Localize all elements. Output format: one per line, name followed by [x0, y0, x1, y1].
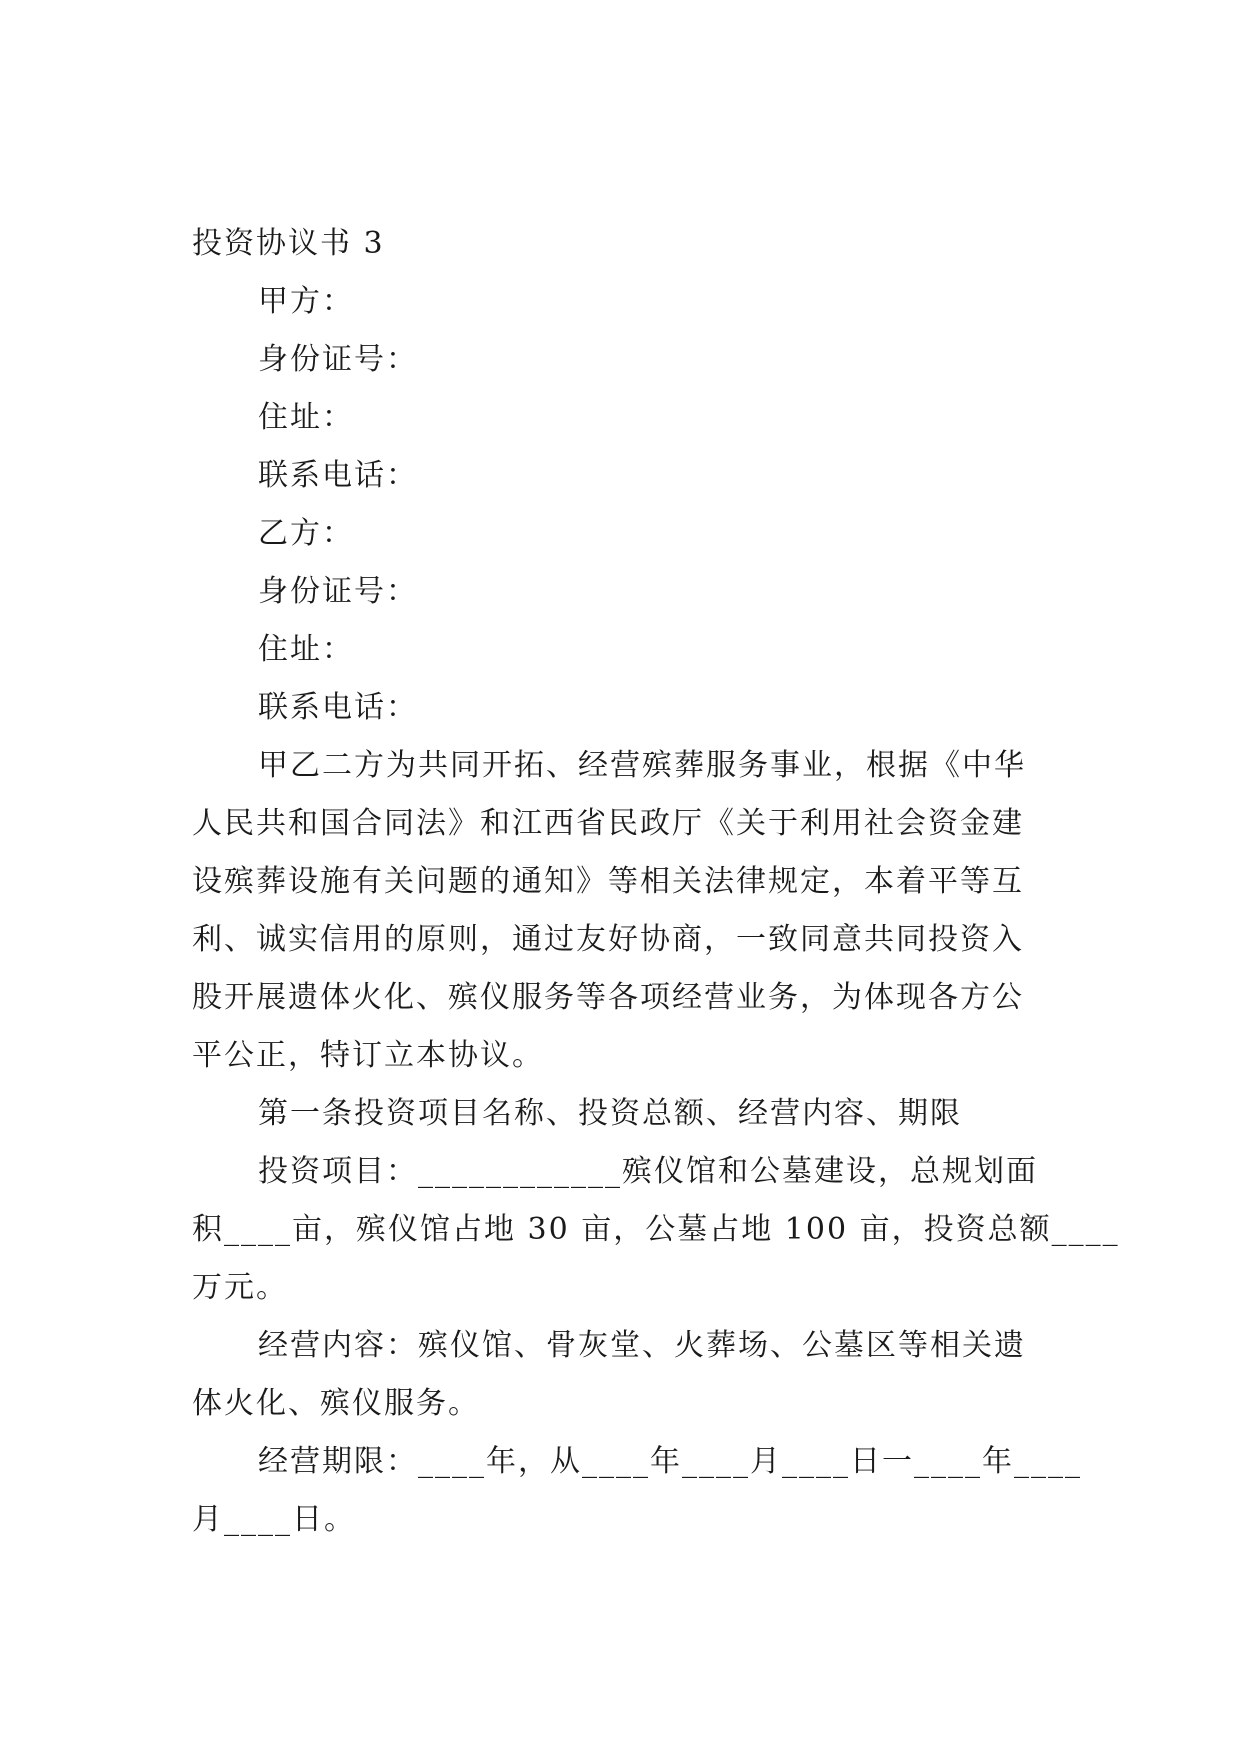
preamble-line: 平公正，特订立本协议。: [192, 1038, 544, 1073]
preamble-line: 人民共和国合同法》和江西省民政厅《关于利用社会资金建: [192, 806, 1024, 841]
party-a-label: 甲方：: [258, 284, 354, 319]
period-line: 经营期限：____年，从____年____月____日一____年____: [258, 1444, 1082, 1479]
party-a-phone-label: 联系电话：: [258, 458, 418, 493]
project-line: 投资项目：____________殡仪馆和公墓建设，总规划面: [258, 1154, 1038, 1189]
party-a-address-label: 住址：: [258, 400, 354, 435]
party-b-id-label: 身份证号：: [258, 574, 418, 609]
document-title: 投资协议书 3: [192, 226, 385, 261]
preamble-line: 甲乙二方为共同开拓、经营殡葬服务事业，根据《中华: [258, 748, 1026, 783]
project-line: 积____亩，殡仪馆占地 30 亩，公墓占地 100 亩，投资总额____: [192, 1212, 1120, 1247]
preamble-line: 股开展遗体火化、殡仪服务等各项经营业务，为体现各方公: [192, 980, 1024, 1015]
content-line: 经营内容：殡仪馆、骨灰堂、火葬场、公墓区等相关遗: [258, 1328, 1026, 1363]
project-line: 万元。: [192, 1270, 288, 1305]
party-b-phone-label: 联系电话：: [258, 690, 418, 725]
content-line: 体火化、殡仪服务。: [192, 1386, 480, 1421]
party-a-id-label: 身份证号：: [258, 342, 418, 377]
preamble-line: 利、诚实信用的原则，通过友好协商，一致同意共同投资入: [192, 922, 1024, 957]
document-body: [192, 215, 1120, 1549]
party-b-address-label: 住址：: [258, 632, 354, 667]
preamble-line: 设殡葬设施有关问题的通知》等相关法律规定，本着平等互: [192, 864, 1024, 899]
period-line: 月____日。: [192, 1502, 356, 1537]
party-b-label: 乙方：: [258, 516, 354, 551]
article-1-heading: 第一条投资项目名称、投资总额、经营内容、期限: [258, 1096, 962, 1131]
